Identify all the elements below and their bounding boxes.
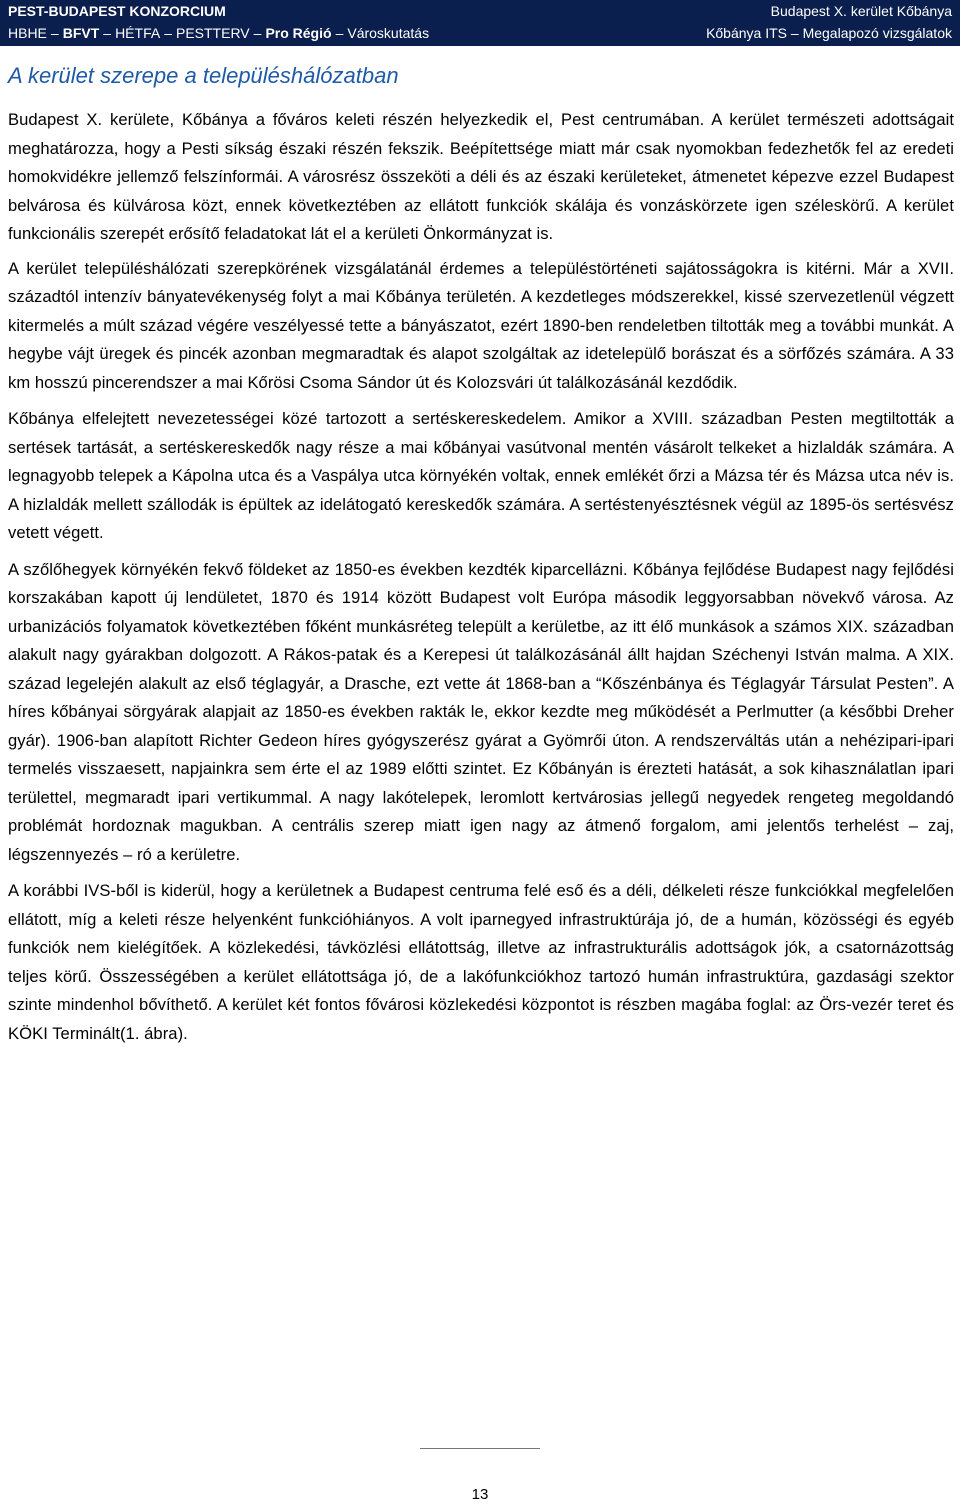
partner-separator: – [164,25,172,41]
document-title-district: Budapest X. kerület Kőbánya [770,3,952,19]
partner-pro-regio: Pro Régió [265,25,332,41]
body-text [8,106,954,1056]
paragraph: Kőbánya elfelejtett nevezetességei közé tartozott a sertéskereskedelem. Amikor a XVIII. században Pesten megtiltották a sertések tartását, a sertéskereskedők nagy része a mai kőbányai vasútvonal mentén vásárolt telkeket a hizlaldák számára. A legnagyobb telepek a Kápolna utca és a Vaspálya utca környékén voltak, ennek emlékét őrzi a Mázsa tér és Mázsa utca név is. A hizlaldák mellett szállodák is épültek az idelátogató kereskedők számára. A sertéstenyésztésnek végül az 1895-ös sertésvész vetett végett. [8,409,954,542]
partner-hetfa: HÉTFA [115,25,161,41]
document-title-study: Kőbánya ITS – Megalapozó vizsgálatok [706,25,952,41]
consortium-name: PEST-BUDAPEST KONZORCIUM [8,3,226,19]
document-header [0,0,960,46]
partner-bfvt: BFVT [62,25,100,41]
paragraph: A szőlőhegyek környékén fekvő földeket az 1850-es években kezdték kiparcellázni. Kőbánya fejlődése Budapest nagy fejlődési korszakában kapott új lendületet, 1870 és 1914 között Budapest volt Európa második leggyorsabban növekvő városa. Az urbanizációs folyamatok következtében főként munkásréteg települt a kerületbe, az itt élő munkások a számos XIX. században alakult nagy gyárakban dolgozott. A Rákos-patak és a Kerepesi út találkozásánál állt hajdan Széchenyi István malma. A XIX. század legelején alakult az első téglagyár, a Drasche, ezt vette át 1868-ban a “Kőszénbánya és Téglagyár Társulat Pesten”. A híres kőbányai sörgyárak alapjait az 1850-es években rakták le, ekkor kezdte meg működését a Perlmutter (a későbbi Dreher gyár). 1906-ban alapított Richter Gedeon híres gyógyszerész gyárat a Gyömrői úton. A rendszerváltás után a nehézipari-ipari termelés visszaesett, napjainkra sem érte el az 1989 előtti szintet. Ez Kőbányán is érezteti hatását, a sok kihasználatlan ipari területtel, megmaradt ipari vertikummal. A nagy lakótelepek, leromlott kertvárosias jellegű negyedek rengeteg megoldandó problémát hordoznak magukban. A centrális szerep miatt igen nagy az átmenő forgalom, ami jelentős terhelést – zaj, légszennyezés – ró a kerületre. [8,559,954,864]
partner-separator: – [50,25,59,41]
paragraph: A kerület településhálózati szerepkörének vizsgálatánál érdemes a településtörténeti sajátosságokra is kitérni. Már a XVII. századtól intenzív bányatevékenység folyt a mai Kőbánya területén. A kezdetleges módszerekkel, kissé szervezetlenül végzett kitermelés a múlt század végére veszélyessé tette a bányászatot, ezért 1890-ben rendeletben tiltották meg a további munkát. A hegybe vájt üregek és pincék azonban megmaradtak és alapot szolgáltak az idetelepülő borászat és a sörfőzés számára. A 33 km hosszú pincerendszer a mai Kőrösi Csoma Sándor út és Kolozsvári út találkozásánál kezdődik. [8,258,954,392]
paragraph: A korábbi IVS-ből is kiderül, hogy a kerületnek a Budapest centruma felé eső és a déli, délkeleti része funkciókkal megfelelően ellátott, míg a keleti része helyenként funkcióhiányos. A volt iparnegyed infrastruktúrája jó, de a humán, közösségi és egyéb funkciók nem kielégítőek. A közlekedési, távközlési ellátottság, illetve az infrastrukturális adottságok jók, a csatornázottság teljes körű. Összességében a kerület ellátottsága jó, de a lakófunkciókhoz tartozó humán infrastruktúra, gazdasági szektor szinte mindenhol bővíthető. A kerület két fontos fővárosi közlekedési központot is részben magába foglal: az Örs-vezér teret és KÖKI Terminált(1. ábra). [8,881,954,1043]
partner-list [8,24,429,42]
partner-hbhe: HBHE [8,25,47,41]
section-title: A kerület szerepe a településhálózatban [8,63,399,88]
paragraph: Budapest X. kerülete, Kőbánya a főváros keleti részén helyezkedik el, Pest centrumában. A kerület természeti adottságait meghatározza, hogy a Pesti síkság északi részén fekszik. Beépítettsége miatt már csak nyomokban fedezhetők fel az eredeti homokvidékre jellemző felszínformái. A városrész összeköti a déli és az északi kerületeket, átmenetet képezve ezzel Budapest belvárosa és külvárosa közt, ennek következtében az ellátott funkciók skálája és vonzáskörzete igen széleskörű. A kerület funkcionális szerepét erősítő feladatokat lát el a kerületi Önkormányzat is. [8,110,954,243]
header-row-bottom [8,24,952,42]
partner-separator: – [335,25,344,41]
page-number: 13 [471,1486,489,1503]
partner-separator: – [253,25,262,41]
partner-pestterv: PESTTERV [175,25,250,41]
header-row-top [8,2,952,20]
partner-varoskutatas: Városkutatás [347,25,430,41]
footer-divider [420,1448,540,1449]
partner-separator: – [103,25,112,41]
